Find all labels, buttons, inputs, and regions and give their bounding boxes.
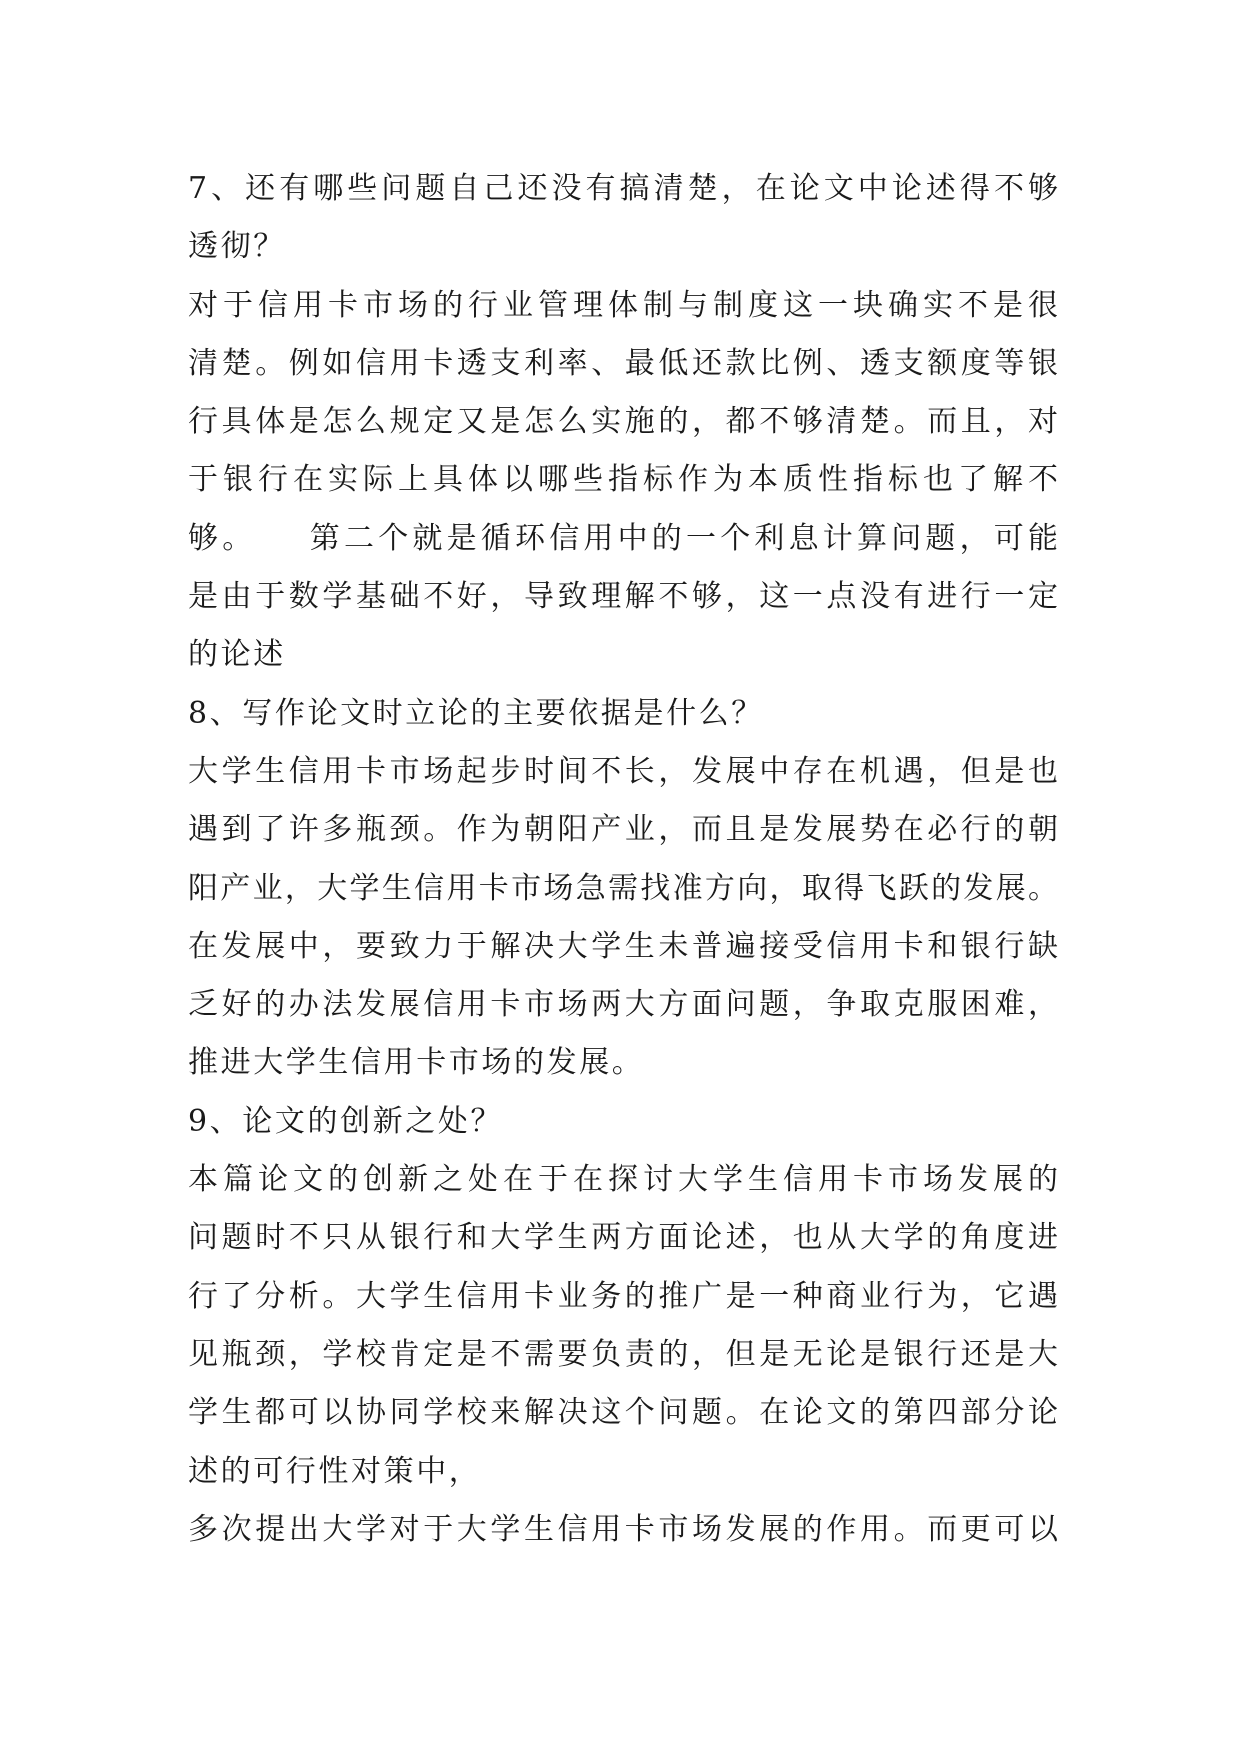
answer-7-line: 够。 第二个就是循环信用中的一个利息计算问题，可能 (188, 520, 1058, 556)
answer-8-line: 阳产业，大学生信用卡市场急需找准方向，取得飞跃的发展。 (188, 870, 1058, 906)
answer-8-line: 在发展中，要致力于解决大学生未普遍接受信用卡和银行缺 (188, 928, 1058, 964)
question-8-heading: 8、写作论文时立论的主要依据是什么？ (188, 695, 764, 731)
question-7-heading-cont: 透彻？ (188, 229, 286, 265)
answer-7-line: 行具体是怎么规定又是怎么实施的，都不够清楚。而且，对 (188, 404, 1058, 440)
answer-9-line: 问题时不只从银行和大学生两方面论述，也从大学的角度进 (188, 1220, 1058, 1256)
question-7-heading: 7、还有哪些问题自己还没有搞清楚，在论文中论述得不够 (188, 171, 1058, 206)
answer-9-line: 本篇论文的创新之处在于在探讨大学生信用卡市场发展的 (188, 1162, 1058, 1198)
answer-9-line: 述的可行性对策中， (188, 1453, 482, 1489)
answer-7-line: 是由于数学基础不好，导致理解不够，这一点没有进行一定 (188, 579, 1058, 615)
answer-7-line: 于银行在实际上具体以哪些指标作为本质性指标也了解不 (188, 462, 1058, 498)
answer-8-line: 乏好的办法发展信用卡市场两大方面问题，争取克服困难， (188, 987, 1058, 1023)
answer-9-line: 见瓶颈，学校肯定是不需要负责的，但是无论是银行还是大 (188, 1336, 1058, 1372)
answer-9-line: 行了分析。大学生信用卡业务的推广是一种商业行为，它遇 (188, 1278, 1058, 1314)
document-body (188, 160, 1058, 1559)
answer-9-line: 学生都可以协同学校来解决这个问题。在论文的第四部分论 (188, 1395, 1058, 1431)
answer-9-line: 多次提出大学对于大学生信用卡市场发展的作用。而更可以 (188, 1511, 1058, 1547)
answer-7-line: 清楚。例如信用卡透支利率、最低还款比例、透支额度等银 (188, 345, 1058, 381)
answer-7-line: 的论述 (188, 637, 286, 673)
answer-7-line: 对于信用卡市场的行业管理体制与制度这一块确实不是很 (188, 287, 1058, 323)
answer-8-line: 遇到了许多瓶颈。作为朝阳产业，而且是发展势在必行的朝 (188, 812, 1058, 848)
question-9-heading: 9、论文的创新之处？ (188, 1103, 504, 1139)
answer-8-line: 大学生信用卡市场起步时间不长，发展中存在机遇，但是也 (188, 753, 1058, 789)
answer-8-line: 推进大学生信用卡市场的发展。 (188, 1045, 645, 1081)
